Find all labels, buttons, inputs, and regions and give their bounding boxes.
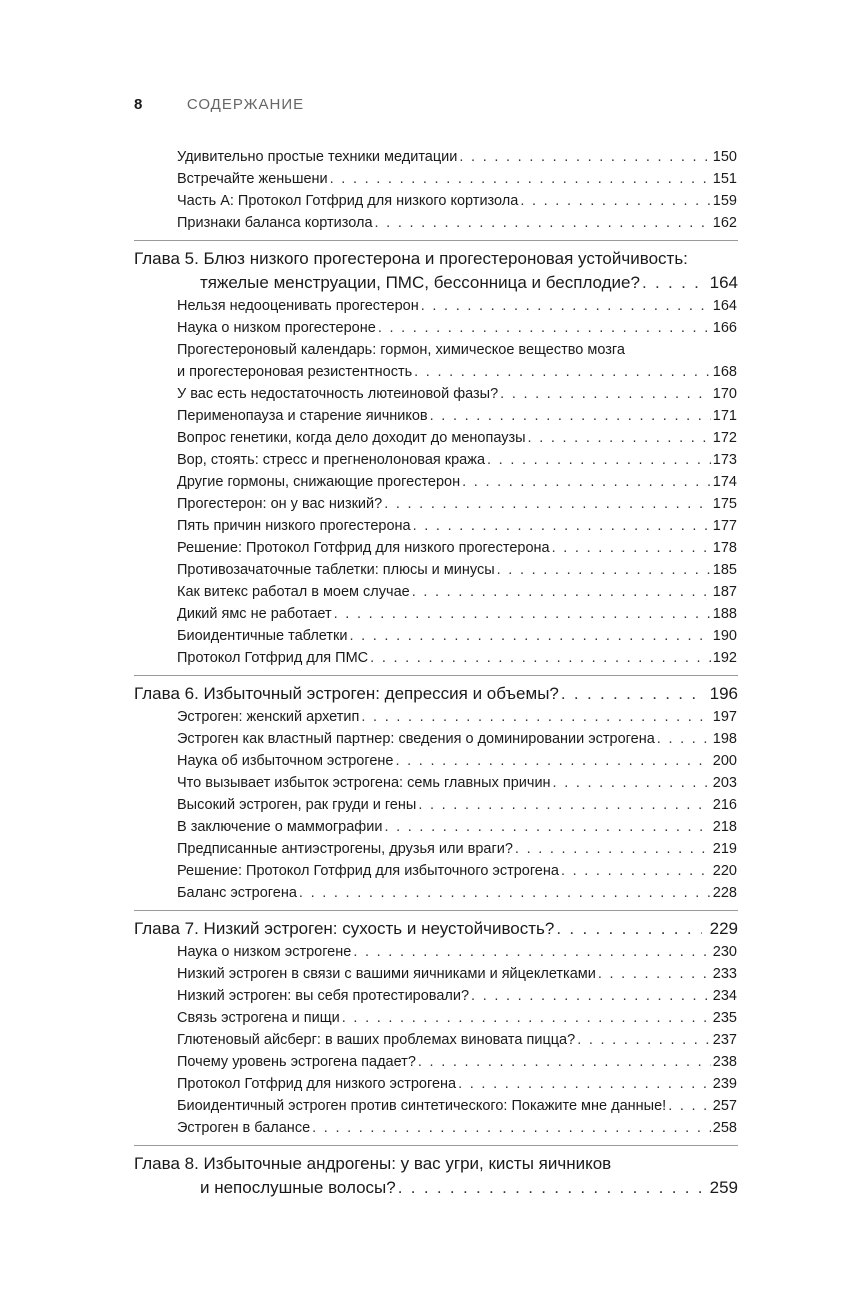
- leader-dots: [462, 471, 711, 493]
- toc-entry-page: 197: [712, 709, 737, 725]
- toc-entry-page: 164: [712, 298, 737, 314]
- leader-dots: [430, 405, 711, 427]
- toc-entry-page: 172: [712, 430, 737, 446]
- leader-dots: [353, 941, 710, 963]
- leader-dots: [598, 963, 711, 985]
- toc-entry[interactable]: [177, 647, 737, 669]
- chapter-title: Глава 8. Избыточные андрогены: у вас угри, кисты яичников: [134, 1154, 612, 1173]
- toc-entry-page: 171: [712, 408, 737, 424]
- toc-entry[interactable]: [177, 146, 737, 168]
- leader-dots: [342, 1007, 711, 1029]
- toc-entry-label: Предписанные антиэстрогены, друзья или враги?: [177, 841, 513, 857]
- toc-entry[interactable]: [177, 816, 737, 838]
- toc-entry-page: 166: [712, 320, 737, 336]
- toc-entry-page: 173: [712, 452, 737, 468]
- toc-entry-label: Другие гормоны, снижающие прогестерон: [177, 474, 461, 490]
- chapter-title: Глава 6. Избыточный эстроген: депрессия и объемы?: [134, 684, 559, 703]
- toc-entry[interactable]: [177, 1029, 737, 1051]
- leader-dots: [668, 1095, 711, 1117]
- toc-entry[interactable]: [177, 581, 737, 603]
- toc-entry-label: У вас есть недостаточность лютеиновой фазы?: [177, 386, 499, 402]
- toc-entry-label: Нельзя недооценивать прогестерон: [177, 298, 419, 314]
- toc-entry-label: Решение: Протокол Готфрид для низкого прогестерона: [177, 540, 550, 556]
- toc-entry-page: 150: [712, 149, 737, 165]
- toc-entry[interactable]: [177, 838, 737, 860]
- toc-entry-label: Наука о низком прогестероне: [177, 320, 376, 336]
- leader-dots: [378, 317, 711, 339]
- toc-entry-label: Протокол Готфрид для ПМС: [177, 650, 369, 666]
- leader-dots: [577, 1029, 711, 1051]
- toc-entry-page: 239: [712, 1076, 737, 1092]
- leader-dots: [312, 1117, 711, 1139]
- toc-entry[interactable]: [177, 625, 737, 647]
- toc-entry-label: Высокий эстроген, рак груди и гены: [177, 797, 417, 813]
- toc-entry-label: В заключение о маммографии: [177, 819, 383, 835]
- chapter-5-entries: [0, 295, 844, 669]
- toc-entry-page: 178: [712, 540, 737, 556]
- leader-dots: [418, 1051, 711, 1073]
- toc-entry-page: 192: [712, 650, 737, 666]
- page-number: 8: [134, 96, 143, 113]
- chapter-subtitle: и непослушные волосы?: [200, 1178, 396, 1197]
- leader-dots: [398, 1176, 702, 1200]
- toc-entry-label: Вор, стоять: стресс и прегненолоновая кража: [177, 452, 486, 468]
- toc-entry[interactable]: [177, 882, 737, 904]
- toc-entry[interactable]: [177, 941, 737, 963]
- toc-entry-label: Удивительно простые техники медитации: [177, 149, 458, 165]
- toc-entry[interactable]: [177, 383, 737, 405]
- toc-entry-label: Эстроген: женский архетип: [177, 709, 360, 725]
- toc-entry-page: 203: [712, 775, 737, 791]
- leader-dots: [520, 190, 710, 212]
- chapter-7-entries: [0, 941, 844, 1139]
- toc-entry-label: Наука об избыточном эстрогене: [177, 753, 394, 769]
- leader-dots: [421, 295, 711, 317]
- toc-entry-label: Перименопауза и старение яичников: [177, 408, 428, 424]
- leader-dots: [384, 816, 710, 838]
- leader-dots: [459, 146, 710, 168]
- toc-entry-label: Низкий эстроген: вы себя протестировали?: [177, 988, 470, 1004]
- toc-entry-page: 174: [712, 474, 737, 490]
- toc-entry[interactable]: [177, 317, 737, 339]
- leader-dots: [561, 860, 711, 882]
- leader-dots: [642, 271, 702, 295]
- toc-entry-page: 159: [712, 193, 737, 209]
- leader-dots: [528, 427, 711, 449]
- toc-entry[interactable]: [177, 190, 737, 212]
- toc-entry[interactable]: [177, 471, 737, 493]
- toc-entry[interactable]: [177, 750, 737, 772]
- toc-entry-page: 216: [712, 797, 737, 813]
- chapter-page: 196: [709, 684, 738, 703]
- leader-dots: [487, 449, 711, 471]
- toc-entry[interactable]: [177, 168, 737, 190]
- toc-entry[interactable]: [177, 449, 737, 471]
- toc-entry[interactable]: [177, 1095, 737, 1117]
- toc-entry-label: Наука о низком эстрогене: [177, 944, 352, 960]
- chapter-title: Глава 7. Низкий эстроген: сухость и неустойчивость?: [134, 919, 555, 938]
- toc-entry-page: 177: [712, 518, 737, 534]
- leader-dots: [412, 581, 711, 603]
- toc-entry-page: 258: [712, 1120, 737, 1136]
- toc-entry-page: 235: [712, 1010, 737, 1026]
- toc-entry-label: Глютеновый айсберг: в ваших проблемах виновата пицца?: [177, 1032, 576, 1048]
- toc-entry-label: Эстроген в балансе: [177, 1120, 311, 1136]
- toc-entry[interactable]: [177, 493, 737, 515]
- leader-dots: [561, 682, 702, 706]
- chapter-6-entries: [0, 706, 844, 904]
- leader-dots: [349, 625, 710, 647]
- toc-entry[interactable]: [177, 603, 737, 625]
- table-of-contents: [0, 146, 844, 1200]
- leader-dots: [375, 212, 711, 234]
- toc-entry-page: 234: [712, 988, 737, 1004]
- toc-entry-label: Протокол Готфрид для низкого эстрогена: [177, 1076, 457, 1092]
- toc-entry-page: 168: [712, 364, 737, 380]
- leader-dots: [556, 917, 701, 941]
- leader-dots: [458, 1073, 711, 1095]
- toc-entry[interactable]: [177, 515, 737, 537]
- leader-dots: [552, 537, 711, 559]
- leader-dots: [497, 559, 711, 581]
- leader-dots: [299, 882, 711, 904]
- toc-entry[interactable]: [177, 772, 737, 794]
- toc-entry-page: 187: [712, 584, 737, 600]
- toc-entry-label: Прогестерон: он у вас низкий?: [177, 496, 383, 512]
- toc-entry-label: Низкий эстроген в связи с вашими яичниками и яйцеклетками: [177, 966, 596, 982]
- toc-entry-label: Пять причин низкого прогестерона: [177, 518, 411, 534]
- toc-entry-label: Что вызывает избыток эстрогена: семь главных причин: [177, 775, 551, 791]
- chapter-page: 229: [709, 919, 738, 938]
- chapter-page: 259: [709, 1178, 738, 1197]
- toc-entry-label: Биоидентичный эстроген против синтетического: Покажите мне данные!: [177, 1098, 667, 1114]
- toc-entry-page: 220: [712, 863, 737, 879]
- leader-dots: [515, 838, 711, 860]
- toc-entry-page: 151: [712, 171, 737, 187]
- toc-entry[interactable]: [177, 963, 737, 985]
- chapter-6-heading[interactable]: [0, 682, 844, 706]
- leader-dots: [413, 515, 711, 537]
- chapter-8-heading[interactable]: [0, 1152, 844, 1200]
- toc-entry-page: 185: [712, 562, 737, 578]
- toc-entry-label: Связь эстрогена и пищи: [177, 1010, 340, 1026]
- toc-entry-label: Вопрос генетики, когда дело доходит до менопаузы: [177, 430, 526, 446]
- toc-entry[interactable]: [177, 427, 737, 449]
- toc-entry[interactable]: [177, 860, 737, 882]
- toc-entry-page: 228: [712, 885, 737, 901]
- toc-entry-page: 190: [712, 628, 737, 644]
- toc-entry[interactable]: [177, 559, 737, 581]
- toc-entry-page: 238: [712, 1054, 737, 1070]
- toc-entry-label: и прогестероновая резистентность: [177, 364, 413, 380]
- toc-entry[interactable]: [177, 1007, 737, 1029]
- toc-intro-section: [0, 146, 844, 234]
- toc-entry-label: Часть А: Протокол Готфрид для низкого кортизола: [177, 193, 519, 209]
- toc-entry[interactable]: [177, 212, 737, 234]
- toc-entry-label-line1[interactable]: Прогестероновый календарь: гормон, химическое вещество мозга: [177, 342, 625, 358]
- toc-entry[interactable]: [177, 295, 737, 317]
- toc-entry[interactable]: [177, 361, 737, 383]
- toc-entry-page: 233: [712, 966, 737, 982]
- toc-entry[interactable]: [177, 706, 737, 728]
- toc-entry-page: 198: [712, 731, 737, 747]
- leader-dots: [418, 794, 710, 816]
- toc-entry[interactable]: [177, 794, 737, 816]
- toc-entry-label: Признаки баланса кортизола: [177, 215, 373, 231]
- chapter-5-heading[interactable]: [0, 247, 844, 295]
- chapter-page: 164: [709, 273, 738, 292]
- leader-dots: [500, 383, 711, 405]
- toc-entry[interactable]: [177, 537, 737, 559]
- leader-dots: [414, 361, 711, 383]
- toc-entry-label: Баланс эстрогена: [177, 885, 297, 901]
- chapter-7-heading[interactable]: [0, 917, 844, 941]
- toc-entry-page: 230: [712, 944, 737, 960]
- toc-entry-page: 200: [712, 753, 737, 769]
- toc-entry-page: 257: [712, 1098, 737, 1114]
- toc-entry-page: 188: [712, 606, 737, 622]
- toc-entry-page: 218: [712, 819, 737, 835]
- toc-entry[interactable]: [177, 985, 737, 1007]
- leader-dots: [395, 750, 710, 772]
- leader-dots: [330, 168, 711, 190]
- toc-entry-label: Противозачаточные таблетки: плюсы и минусы: [177, 562, 495, 578]
- toc-entry[interactable]: [177, 1117, 737, 1139]
- leader-dots: [553, 772, 711, 794]
- leader-dots: [657, 728, 711, 750]
- leader-dots: [361, 706, 710, 728]
- toc-entry-page: 170: [712, 386, 737, 402]
- toc-entry-page: 162: [712, 215, 737, 231]
- page-header: [134, 96, 304, 113]
- toc-entry-page: 219: [712, 841, 737, 857]
- toc-entry-label: Встречайте женьшени: [177, 171, 328, 187]
- leader-dots: [334, 603, 711, 625]
- toc-entry-label: Почему уровень эстрогена падает?: [177, 1054, 416, 1070]
- leader-dots: [384, 493, 711, 515]
- toc-entry-label: Как витекс работал в моем случае: [177, 584, 410, 600]
- toc-entry[interactable]: [177, 1073, 737, 1095]
- chapter-subtitle: тяжелые менструации, ПМС, бессонница и бесплодие?: [200, 273, 640, 292]
- toc-entry[interactable]: [177, 405, 737, 427]
- running-title: СОДЕРЖАНИЕ: [186, 96, 305, 113]
- toc-entry[interactable]: [177, 728, 737, 750]
- toc-entry-page: 237: [712, 1032, 737, 1048]
- leader-dots: [370, 647, 711, 669]
- chapter-title: Глава 5. Блюз низкого прогестерона и прогестероновая устойчивость:: [134, 249, 688, 268]
- toc-entry[interactable]: [177, 1051, 737, 1073]
- toc-entry-label: Эстроген как властный партнер: сведения о доминировании эстрогена: [177, 731, 655, 747]
- leader-dots: [471, 985, 711, 1007]
- toc-entry-page: 175: [712, 496, 737, 512]
- toc-entry-label: Биоидентичные таблетки: [177, 628, 348, 644]
- toc-entry-label: Решение: Протокол Готфрид для избыточного эстрогена: [177, 863, 559, 879]
- toc-entry-label: Дикий ямс не работает: [177, 606, 332, 622]
